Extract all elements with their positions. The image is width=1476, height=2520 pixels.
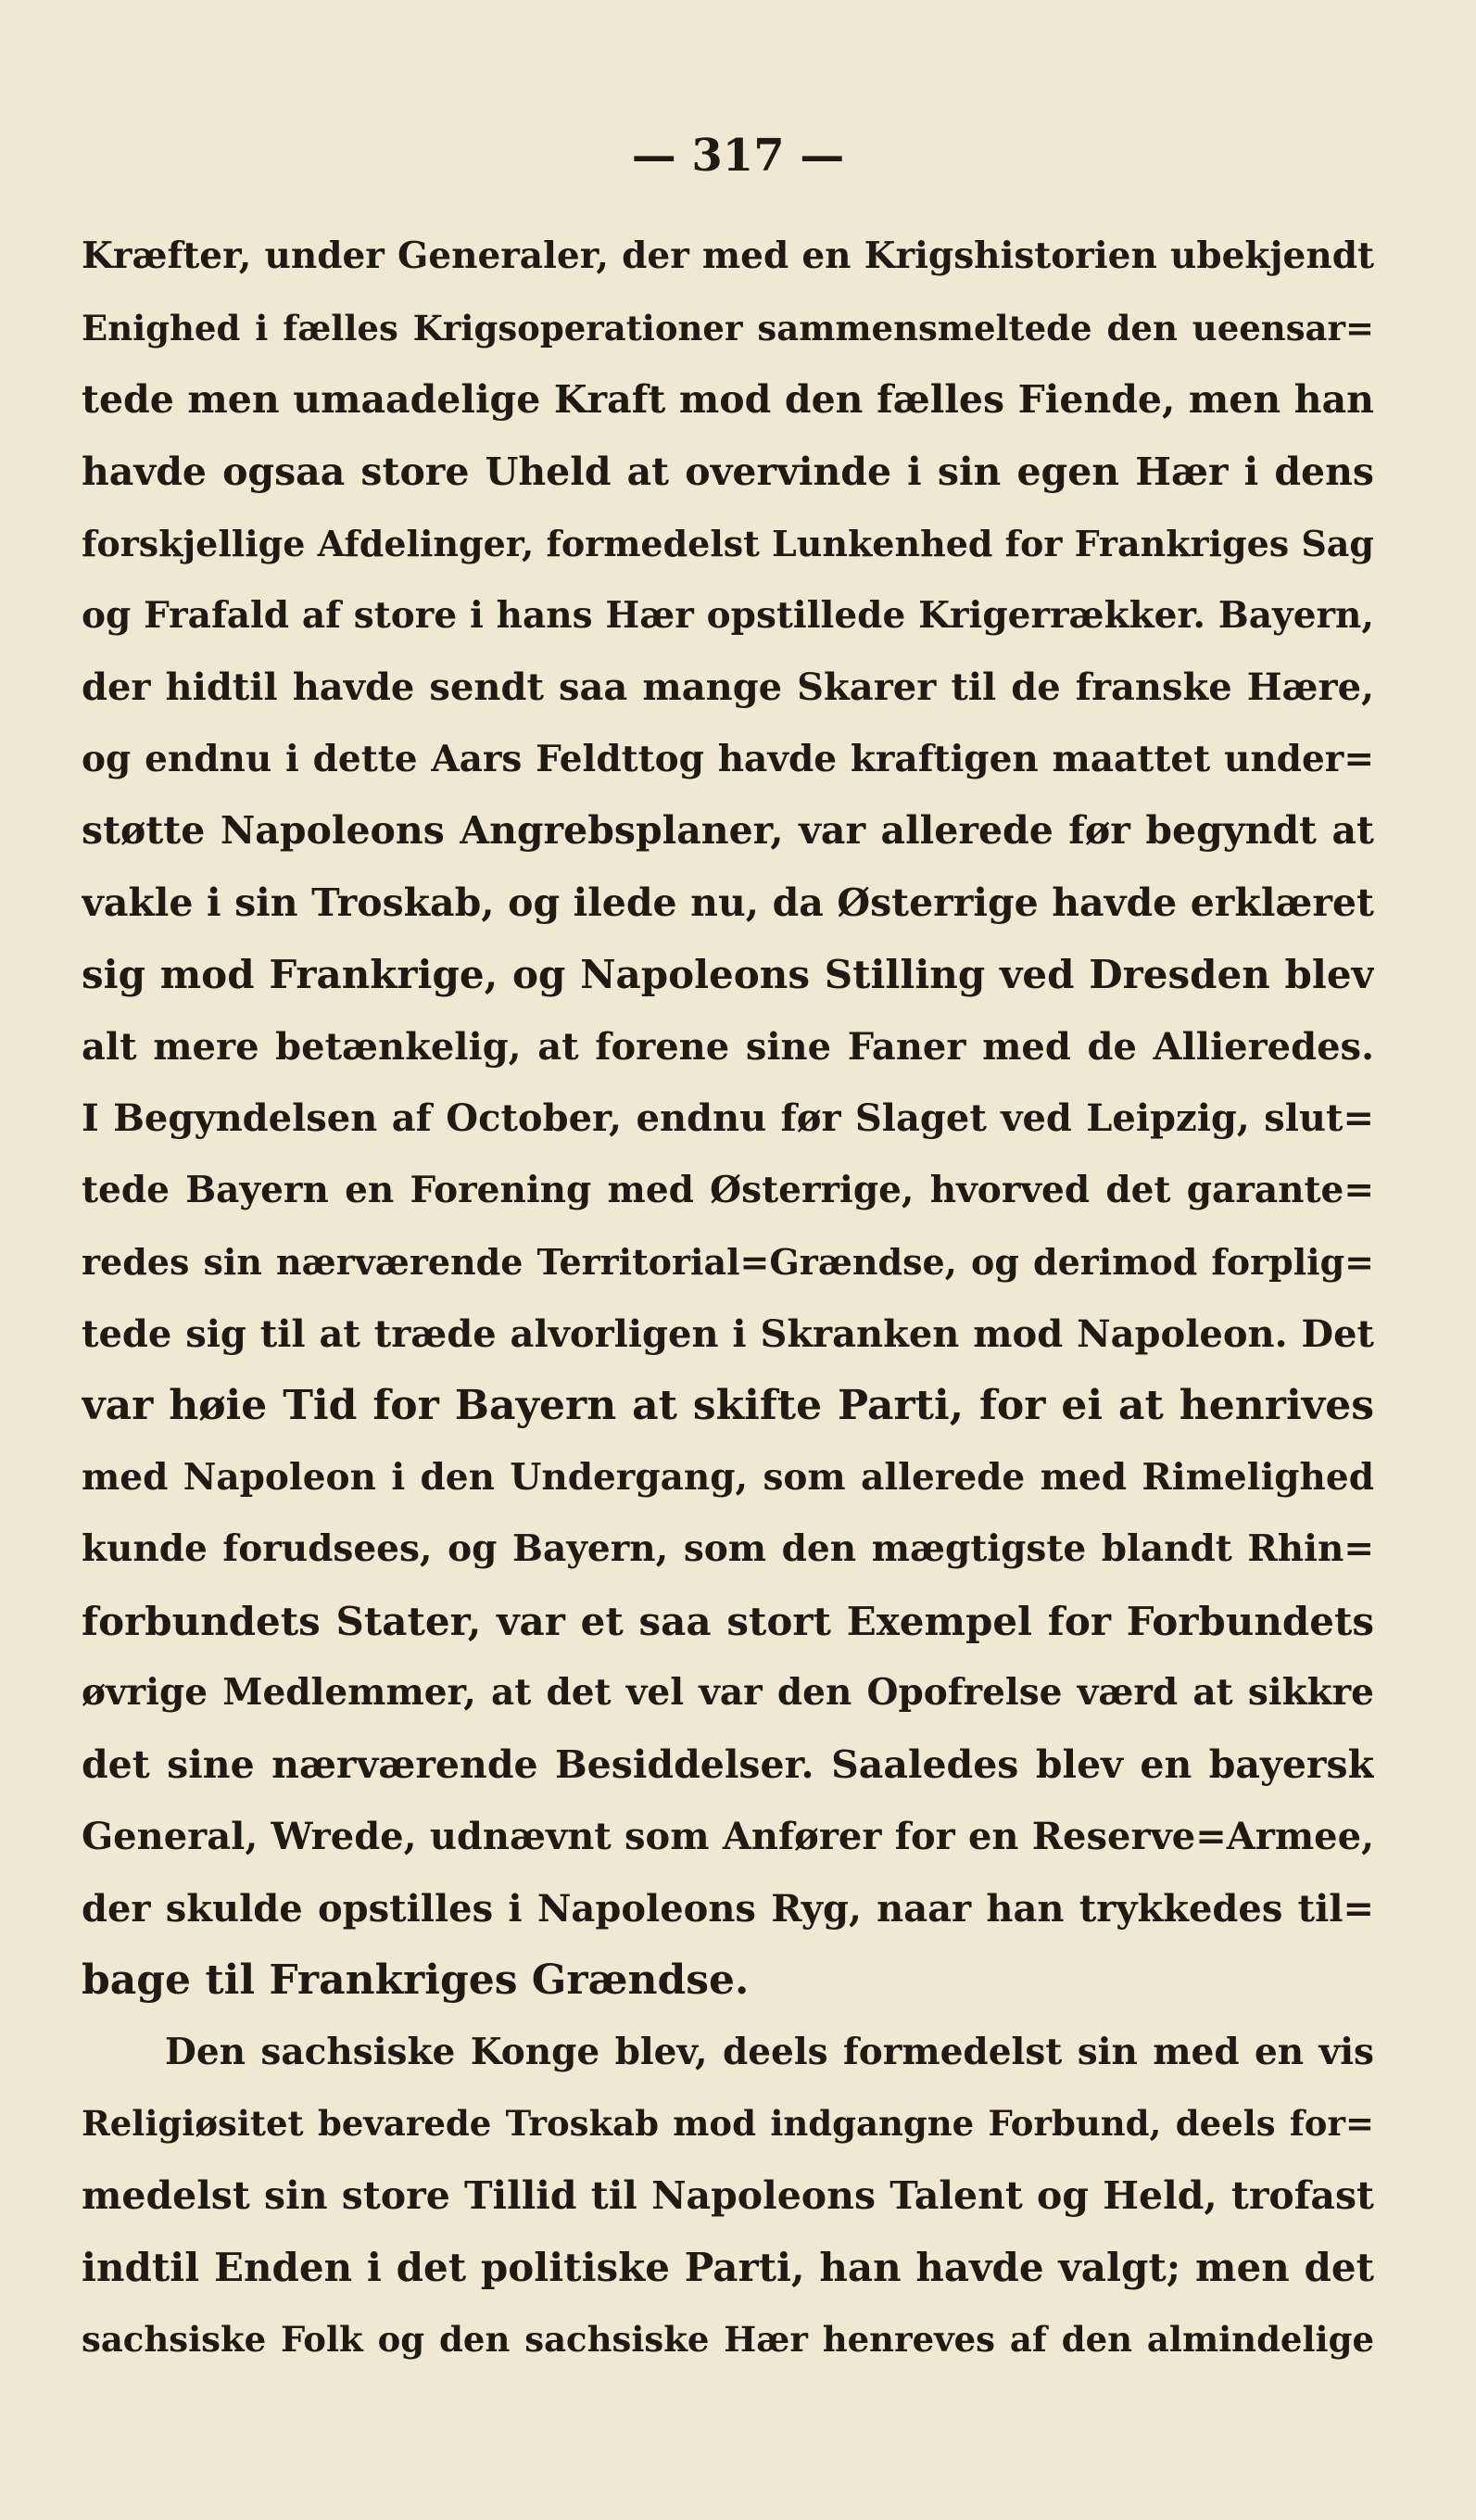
text-line: tede Bayern en Forening med Østerrige, hvorved det garante= [82, 1168, 1374, 1211]
text-line: sachsiske Folk og den sachsiske Hær henreves af den almindelige [82, 2318, 1374, 2360]
text-line: sig mod Frankrige, og Napoleons Stilling ved Dresden blev [82, 952, 1374, 997]
text-line: Den sachsiske Konge blev, deels formedelst sin med en vis [165, 2030, 1374, 2073]
text-line: vakle i sin Troskab, og ilede nu, da Østerrige havde erklæret [82, 880, 1374, 925]
text-line: redes sin nærværende Territorial=Grændse, og derimod forplig= [82, 1241, 1374, 1283]
body-text [82, 221, 1374, 2375]
text-line: forskjellige Afdelinger, formedelst Lunkenhed for Frankriges Sag [82, 523, 1374, 564]
text-line: I Begyndelsen af October, endnu før Slaget ved Leipzig, slut= [82, 1096, 1374, 1140]
text-line: og Frafald af store i hans Hær opstillede Krigerrækker. Bayern, [82, 593, 1374, 637]
text-line: Religiøsitet bevarede Troskab mod indgangne Forbund, deels for= [82, 2103, 1374, 2144]
text-line: var høie Tid for Bayern at skifte Parti, for ei at henrives [82, 1382, 1374, 1429]
text-line: kunde forudsees, og Bayern, som den mægtigste blandt Rhin= [82, 1527, 1374, 1570]
text-line: alt mere betænkelig, at forene sine Faner med de Allieredes. [82, 1024, 1374, 1069]
text-line: General, Wrede, udnævnt som Anfører for en Reserve=Armee, [82, 1815, 1374, 1858]
text-line: forbundets Stater, var et saa stort Exempel for Forbundets [82, 1598, 1374, 1644]
text-line: støtte Napoleons Angrebsplaner, var allerede før begyndt at [82, 808, 1374, 853]
text-line: indtil Enden i det politiske Parti, han havde valgt; men det [82, 2245, 1374, 2290]
text-line: øvrige Medlemmer, at det vel var den Opofrelse værd at sikkre [82, 1671, 1374, 1714]
page-number: — 317 — [631, 130, 845, 182]
text-line: Enighed i fælles Krigsoperationer sammensmeltede den ueensar= [82, 307, 1374, 348]
text-line: Kræfter, under Generaler, der med en Krigshistorien ubekjendt [82, 234, 1374, 277]
text-line: tede sig til at træde alvorligen i Skranken mod Napoleon. Det [82, 1311, 1374, 1356]
text-line: medelst sin store Tillid til Napoleons Talent og Held, trofast [82, 2172, 1374, 2218]
text-line: det sine nærværende Besiddelser. Saaledes blev en bayersk [82, 1741, 1374, 1787]
text-line: der skulde opstilles i Napoleons Ryg, naar han trykkedes til= [82, 1886, 1374, 1931]
text-line: der hidtil havde sendt saa mange Skarer til de franske Hære, [82, 665, 1374, 709]
text-line: med Napoleon i den Undergang, som allerede med Rimelighed [82, 1455, 1374, 1499]
text-line: og endnu i dette Aars Feldttog havde kraftigen maattet under= [82, 737, 1374, 780]
text-line: havde ogsaa store Uheld at overvinde i sin egen Hær i dens [82, 449, 1374, 494]
text-line: tede men umaadelige Kraft mod den fælles Fiende, men han [82, 377, 1374, 422]
text-line: bage til Frankriges Grændse. [82, 1956, 750, 2004]
